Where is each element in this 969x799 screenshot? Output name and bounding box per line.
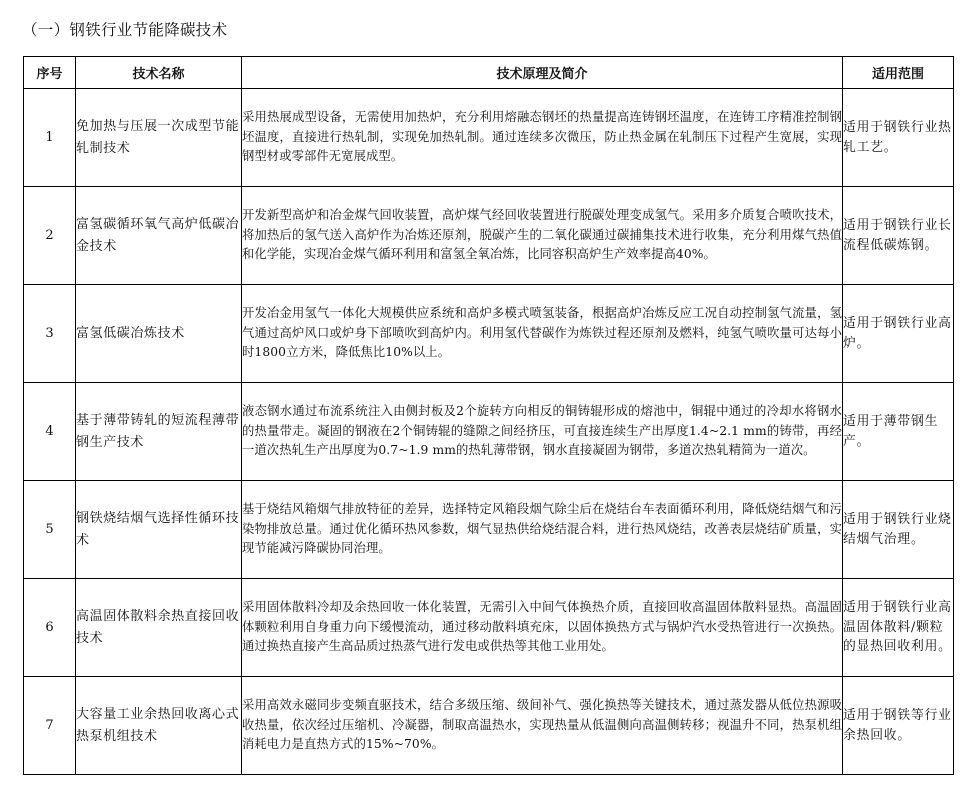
technology-description: 采用热展成型设备，无需使用加热炉，充分利用熔融态钢坯的热量提高连铸钢坯温度，在连铸工序精准控制钢坯温度，直接进行热轧制，实现免加热轧制。通过连续多次微压，防止热金属在轧制压下过程产生宽展，实现钢型材或零部件无宽展成型。 (242, 89, 843, 187)
table-row (24, 383, 954, 481)
application-scope: 适用于钢铁行业高温固体散料/颗粒的显热回收利用。 (843, 579, 954, 677)
table-row (24, 481, 954, 579)
technology-description: 液态钢水通过布流系统注入由侧封板及2个旋转方向相反的铜铸辊形成的熔池中，铜辊中通过的冷却水将钢水的热量带走。凝固的钢液在2个铜铸辊的缝隙之间经挤压，可直接连续生产出厚度1.4~2.1 mm的铸带，再经一道次热轧生产出厚度为0.7~1.9 mm的热轧薄带钢，钢水直接凝固为钢带，多道次热轧精简为一道次。 (242, 383, 843, 481)
table-header-row (24, 57, 954, 89)
application-scope: 适用于钢铁行业长流程低碳炼钢。 (843, 187, 954, 285)
application-scope: 适用于钢铁行业高炉。 (843, 285, 954, 383)
row-number: 3 (24, 285, 76, 383)
application-scope: 适用于钢铁等行业余热回收。 (843, 677, 954, 775)
row-number: 2 (24, 187, 76, 285)
application-scope: 适用于钢铁行业热轧工艺。 (843, 89, 954, 187)
section-title: （一）钢铁行业节能降碳技术 (22, 21, 228, 39)
row-number: 4 (24, 383, 76, 481)
technology-name: 富氢碳循环氧气高炉低碳冶金技术 (76, 187, 242, 285)
row-number: 1 (24, 89, 76, 187)
application-scope: 适用于钢铁行业烧结烟气治理。 (843, 481, 954, 579)
technology-description: 采用固体散料冷却及余热回收一体化装置，无需引入中间气体换热介质，直接回收高温固体散料显热。高温固体颗粒利用自身重力向下缓慢流动，通过移动散料填充床，以固体换热方式与锅炉汽水受热管进行一次换热。通过换热直接产生高品质过热蒸气进行发电或供热等其他工业用处。 (242, 579, 843, 677)
technology-name: 钢铁烧结烟气选择性循环技术 (76, 481, 242, 579)
header-no: 序号 (24, 57, 76, 89)
row-number: 7 (24, 677, 76, 775)
row-number: 5 (24, 481, 76, 579)
header-desc: 技术原理及简介 (242, 57, 843, 89)
application-scope: 适用于薄带钢生产。 (843, 383, 954, 481)
technology-name: 基于薄带铸轧的短流程薄带钢生产技术 (76, 383, 242, 481)
row-number: 6 (24, 579, 76, 677)
technology-name: 富氢低碳冶炼技术 (76, 285, 242, 383)
technology-description: 开发新型高炉和冶金煤气回收装置，高炉煤气经回收装置进行脱碳处理变成氢气。采用多介质复合喷吹技术，将加热后的氢气送入高炉作为冶炼还原剂，脱碳产生的二氧化碳通过碳捕集技术进行收集，充分利用煤气热值和化学能，实现冶金煤气循环利用和富氢全氧冶炼，比同容积高炉生产效率提高40%。 (242, 187, 843, 285)
header-scope: 适用范围 (843, 57, 954, 89)
table-row (24, 285, 954, 383)
technology-name: 大容量工业余热回收离心式热泵机组技术 (76, 677, 242, 775)
technology-table (23, 56, 954, 775)
table-row (24, 89, 954, 187)
table-row (24, 187, 954, 285)
table-row (24, 579, 954, 677)
technology-description: 采用高效永磁同步变频直驱技术，结合多级压缩、级间补气、强化换热等关键技术，通过蒸发器从低位热源吸收热量，依次经过压缩机、冷凝器，制取高温热水，实现热量从低温侧向高温侧转移；视温升不同，热泵机组消耗电力是直热方式的15%~70%。 (242, 677, 843, 775)
table-row (24, 677, 954, 775)
technology-name: 免加热与压展一次成型节能轧制技术 (76, 89, 242, 187)
technology-description: 基于烧结风箱烟气排放特征的差异，选择特定风箱段烟气除尘后在烧结台车表面循环利用，降低烧结烟气和污染物排放总量。通过优化循环热风参数，烟气显热供给烧结混合料，进行热风烧结，改善表层烧结矿质量，实现节能减污降碳协同治理。 (242, 481, 843, 579)
technology-name: 高温固体散料余热直接回收技术 (76, 579, 242, 677)
technology-description: 开发冶金用氢气一体化大规模供应系统和高炉多模式喷氢装备，根据高炉冶炼反应工况自动控制氢气流量，氢气通过高炉风口或炉身下部喷吹到高炉内。利用氢代替碳作为炼铁过程还原剂及燃料，纯氢气喷吹量可达每小时1800立方米，降低焦比10%以上。 (242, 285, 843, 383)
header-name: 技术名称 (76, 57, 242, 89)
